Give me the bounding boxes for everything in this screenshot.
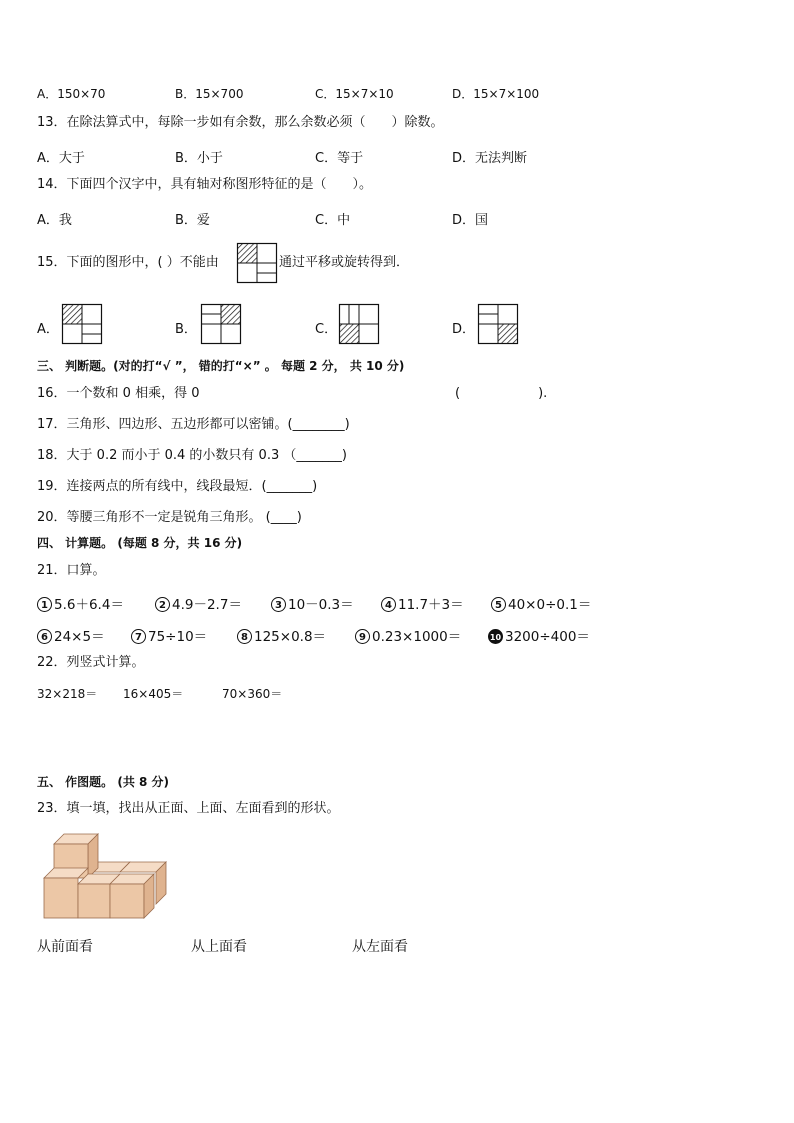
q14-option-b[interactable]: B．爱 <box>175 213 210 228</box>
calc-expression: 3200÷400＝ <box>505 629 590 645</box>
q19-text[interactable]: 19．连接两点的所有线中，线段最短．(_______) <box>37 479 318 494</box>
q13-option-a[interactable]: A．大于 <box>37 151 85 166</box>
calc-expression: 75÷10＝ <box>148 629 208 645</box>
calc-expression: 10－0.3＝ <box>288 597 354 613</box>
q12-option-c[interactable]: C．15×7×10 <box>315 87 394 101</box>
item-number-badge: 5 <box>491 597 506 612</box>
vertical-calc-3[interactable]: 70×360＝ <box>222 687 283 701</box>
calc-item[interactable] <box>381 593 464 613</box>
q14-options <box>37 209 637 228</box>
q12-option-a[interactable]: A．150×70 <box>37 87 106 101</box>
q13-options <box>37 147 637 166</box>
q23-stem: 23．填一填，找出从正面、上面、左面看到的形状。 <box>37 801 340 816</box>
q14-stem: 14．下面四个汉字中，具有轴对称图形特征的是（ ）。 <box>37 177 373 192</box>
item-number-badge: 6 <box>37 629 52 644</box>
q16-text: 16．一个数和 0 相乘，得 0 <box>37 386 200 401</box>
calc-expression: 0.23×1000＝ <box>372 629 462 645</box>
q13-option-d[interactable]: D．无法判断 <box>452 151 528 166</box>
q15-option-c[interactable]: C． <box>315 322 338 337</box>
calc-item[interactable] <box>237 625 326 645</box>
calc-item[interactable] <box>488 625 590 645</box>
q15-figure-c <box>339 304 379 344</box>
cube-stack-figure <box>40 828 172 920</box>
q15-options <box>37 318 637 338</box>
vertical-calc-1[interactable]: 32×218＝ <box>37 687 98 701</box>
section5-heading: 五、 作图题。 (共 8 分) <box>37 775 170 789</box>
item-number-badge: 3 <box>271 597 286 612</box>
item-number-badge: 4 <box>381 597 396 612</box>
q12-option-b[interactable]: B．15×700 <box>175 87 244 101</box>
q15-option-d[interactable]: D． <box>452 322 476 337</box>
q15-option-a[interactable]: A． <box>37 322 59 337</box>
q18-text[interactable]: 18．大于 0.2 而小于 0.4 的小数只有 0.3 （_______) <box>37 448 347 463</box>
calc-expression: 40×0÷0.1＝ <box>508 597 592 613</box>
q13-option-c[interactable]: C．等于 <box>315 151 364 166</box>
calc-expression: 24×5＝ <box>54 629 105 645</box>
q12-options <box>37 85 637 101</box>
calc-item[interactable] <box>37 625 105 645</box>
mental-calc-row-2 <box>37 625 657 643</box>
item-number-badge: 2 <box>155 597 170 612</box>
calc-item[interactable] <box>355 625 461 645</box>
q15-reference-figure <box>237 243 277 283</box>
mental-calc-row-1 <box>37 593 657 611</box>
q22-stem: 22．列竖式计算。 <box>37 655 145 670</box>
q15-stem-start: 15．下面的图形中，( ）不能由 <box>37 255 219 270</box>
q14-option-c[interactable]: C．中 <box>315 213 351 228</box>
q14-option-d[interactable]: D．国 <box>452 213 489 228</box>
calc-item[interactable] <box>155 593 242 613</box>
calc-expression: 4.9－2.7＝ <box>172 597 242 613</box>
q15-option-b[interactable]: B． <box>175 322 197 337</box>
item-number-badge: 8 <box>237 629 252 644</box>
calc-item[interactable] <box>491 593 591 613</box>
calc-item[interactable] <box>37 593 124 613</box>
vertical-calc-2[interactable]: 16×405＝ <box>123 687 184 701</box>
q15-figure-a <box>62 304 102 344</box>
top-view-label: 从上面看 <box>191 939 247 955</box>
item-number-badge: 10 <box>488 629 503 644</box>
item-number-badge: 9 <box>355 629 370 644</box>
section3-heading: 三、 判断题。(对的打“√ ”， 错的打“×” 。 每题 2 分， 共 10 分) <box>37 359 405 373</box>
calc-item[interactable] <box>271 593 354 613</box>
calc-expression: 125×0.8＝ <box>254 629 327 645</box>
q17-text[interactable]: 17．三角形、四边形、五边形都可以密铺。(________) <box>37 417 350 432</box>
q16-answer-blank[interactable]: ( ). <box>455 386 548 401</box>
calc-expression: 11.7＋3＝ <box>398 597 464 613</box>
q12-option-d[interactable]: D．15×7×100 <box>452 87 540 101</box>
q21-stem: 21．口算。 <box>37 563 106 578</box>
calc-item[interactable] <box>131 625 207 645</box>
item-number-badge: 7 <box>131 629 146 644</box>
q13-stem: 13．在除法算式中，每除一步如有余数，那么余数必须（ ）除数。 <box>37 115 444 130</box>
q13-option-b[interactable]: B．小于 <box>175 151 223 166</box>
section4-heading: 四、 计算题。 (每题 8 分，共 16 分) <box>37 536 243 550</box>
q15-stem-end: 通过平移或旋转得到． <box>279 255 410 270</box>
q15-figure-d <box>478 304 518 344</box>
left-view-label: 从左面看 <box>352 939 408 955</box>
front-view-label: 从前面看 <box>37 939 93 955</box>
q20-text[interactable]: 20．等腰三角形不一定是锐角三角形。 (____) <box>37 510 302 525</box>
q14-option-a[interactable]: A．我 <box>37 213 72 228</box>
item-number-badge: 1 <box>37 597 52 612</box>
calc-expression: 5.6＋6.4＝ <box>54 597 124 613</box>
q15-figure-b <box>201 304 241 344</box>
